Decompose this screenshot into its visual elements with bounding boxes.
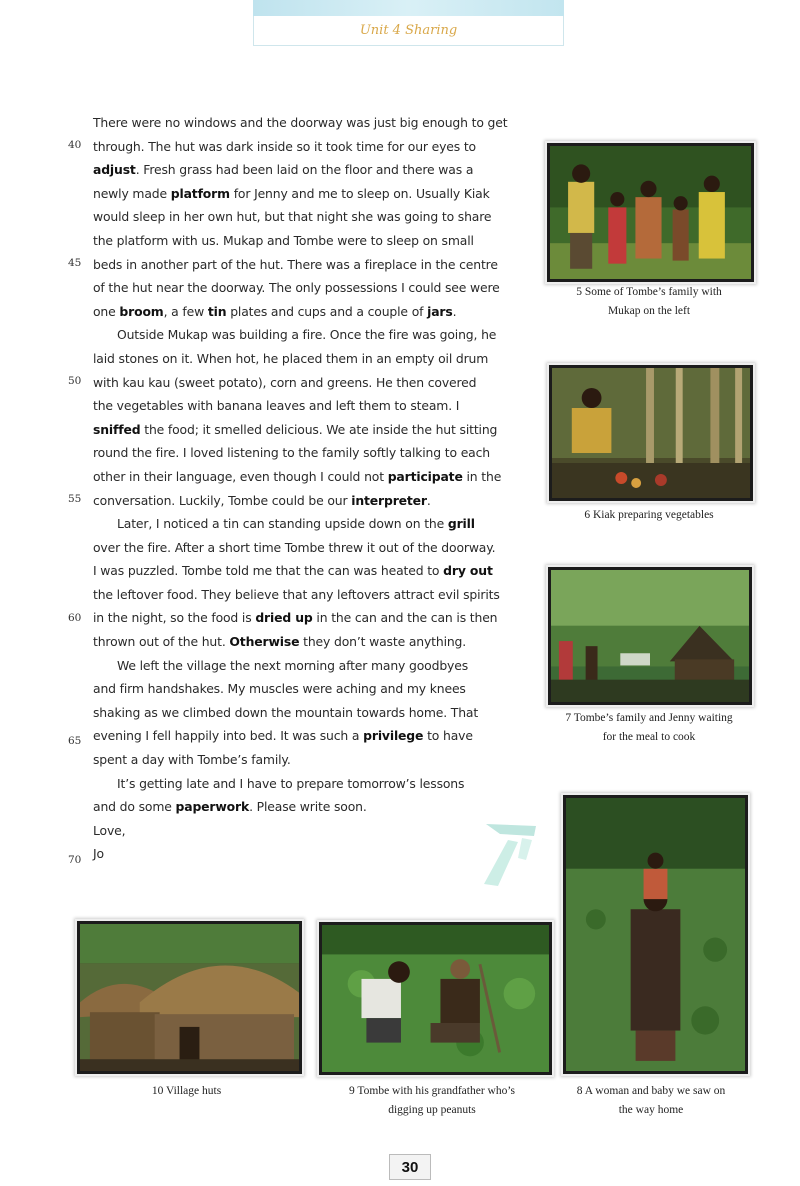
text-run: in the <box>462 468 502 484</box>
text-line <box>93 135 531 159</box>
text-run: with kau kau (sweet potato), corn and greens. He then covered <box>93 374 477 390</box>
text-line <box>93 630 531 654</box>
text-run: evening I fell happily into bed. It was such a <box>93 728 364 744</box>
text-line <box>93 323 531 347</box>
vocabulary-word: dried up <box>255 610 313 626</box>
caption-line: 10 Village huts <box>151 1085 222 1097</box>
text-run: Jo <box>93 846 104 862</box>
text-line <box>93 394 531 418</box>
vocabulary-word: platform <box>170 185 230 201</box>
vocabulary-word: participate <box>387 468 463 484</box>
text-line <box>93 371 531 395</box>
text-run: the platform with us. Mukap and Tombe were to sleep on small <box>93 232 474 248</box>
text-run: Love, <box>93 822 126 838</box>
text-line <box>93 465 531 489</box>
text-run: would sleep in her own hut, but that night she was going to share <box>93 209 492 225</box>
line-number-50: 50 <box>68 375 82 387</box>
vocabulary-word: grill <box>447 516 475 532</box>
text-run: for Jenny and me to sleep on. Usually Kiak <box>229 185 490 201</box>
text-line <box>93 229 531 253</box>
text-run: , a few <box>163 303 208 319</box>
text-run: the food; it smelled delicious. We ate inside the hut sitting <box>140 421 498 437</box>
text-run: one <box>93 303 120 319</box>
page-number: 30 <box>389 1154 431 1180</box>
text-run: spent a day with Tombe’s family. <box>93 752 291 768</box>
text-run: and do some <box>93 799 176 815</box>
text-run: in the can and the can is then <box>312 610 498 626</box>
photo-village-huts <box>77 921 302 1074</box>
text-run: other in their language, even though I could not <box>93 468 388 484</box>
text-line <box>93 536 531 560</box>
line-number-55: 55 <box>68 493 82 505</box>
text-line <box>93 795 531 819</box>
text-run: Later, I noticed a tin can standing upside down on the <box>117 516 448 532</box>
text-run: to have <box>423 728 473 744</box>
text-line <box>93 300 531 324</box>
text-line <box>93 182 531 206</box>
caption-10 <box>77 1082 296 1101</box>
text-line <box>93 819 531 843</box>
text-line <box>93 441 531 465</box>
text-run: It’s getting late and I have to prepare tomorrow’s lessons <box>117 775 465 791</box>
line-number-60: 60 <box>68 612 82 624</box>
text-run: shaking as we climbed down the mountain towards home. That <box>93 704 479 720</box>
text-run: . Fresh grass had been laid on the floor and there was a <box>135 162 474 178</box>
line-number-70: 70 <box>68 854 82 866</box>
caption-line: digging up peanuts <box>388 1104 476 1116</box>
unit-title: Unit 4 Sharing <box>253 16 564 46</box>
caption-6 <box>543 506 755 525</box>
caption-line: Mukap on the left <box>607 305 691 317</box>
caption-line: the way home <box>618 1104 684 1116</box>
text-run: the leftover food. They believe that any leftovers attract evil spirits <box>93 586 500 602</box>
text-line <box>93 512 531 536</box>
text-line <box>93 205 531 229</box>
text-run: they don’t waste anything. <box>299 634 467 650</box>
text-run: . <box>452 303 457 319</box>
text-line <box>93 606 531 630</box>
caption-line: 7 Tombe’s family and Jenny waiting <box>565 712 733 724</box>
line-number-45: 45 <box>68 257 82 269</box>
text-line <box>93 842 531 866</box>
photo-woman-and-baby <box>563 795 748 1074</box>
vocabulary-word: tin <box>207 303 227 319</box>
text-run: There were no windows and the doorway was just big enough to get <box>93 115 508 130</box>
decorative-brush-stroke <box>478 820 540 890</box>
caption-7 <box>543 709 755 747</box>
text-run: I was puzzled. Tombe told me that the can was heated to <box>93 563 444 579</box>
text-line <box>93 276 531 300</box>
text-run: Outside Mukap was building a fire. Once the fire was going, he <box>117 327 497 343</box>
text-line <box>93 654 531 678</box>
vocabulary-word: interpreter <box>351 492 427 508</box>
text-run: of the hut near the doorway. The only possessions I could see were <box>93 280 500 296</box>
caption-8 <box>553 1082 749 1120</box>
text-run: through. The hut was dark inside so it took time for our eyes to <box>93 138 476 154</box>
text-run: . <box>426 492 431 508</box>
caption-line: 6 Kiak preparing vegetables <box>584 509 714 521</box>
header-band <box>253 0 564 16</box>
vocabulary-word: dry out <box>443 563 493 579</box>
line-number-65: 65 <box>68 735 82 747</box>
line-number-40: 40 <box>68 139 82 151</box>
caption-line: 8 A woman and baby we saw on <box>576 1085 726 1097</box>
caption-9 <box>318 1082 546 1120</box>
caption-line: for the meal to cook <box>602 731 696 743</box>
text-run: laid stones on it. When hot, he placed them in an empty oil drum <box>93 350 489 366</box>
text-line <box>93 158 531 182</box>
text-run: the vegetables with banana leaves and left them to steam. I <box>93 398 460 414</box>
text-run: newly made <box>93 185 171 201</box>
vocabulary-word: jars <box>427 303 453 319</box>
vocabulary-word: paperwork <box>175 799 250 815</box>
photo-kiak-preparing-vegetables <box>549 365 753 501</box>
photo-tombe-family <box>547 143 754 282</box>
vocabulary-word: broom <box>119 303 164 319</box>
text-line <box>93 724 531 748</box>
text-run: . Please write soon. <box>249 799 367 815</box>
vocabulary-word: Otherwise <box>229 634 300 650</box>
text-line <box>93 559 531 583</box>
vocabulary-word: sniffed <box>93 421 141 437</box>
text-run: and firm handshakes. My muscles were aching and my knees <box>93 681 466 697</box>
text-line <box>93 677 531 701</box>
text-line <box>93 772 531 796</box>
text-run: conversation. Luckily, Tombe could be our <box>93 492 352 508</box>
vocabulary-word: privilege <box>363 728 424 744</box>
photo-tombe-grandfather <box>319 922 552 1075</box>
vocabulary-word: adjust <box>93 162 136 178</box>
text-run: plates and cups and a couple of <box>226 303 428 319</box>
text-line <box>93 583 531 607</box>
caption-5 <box>543 283 755 321</box>
caption-line: 5 Some of Tombe’s family with <box>576 286 722 298</box>
text-run: in the night, so the food is <box>93 610 256 626</box>
caption-line: 9 Tombe with his grandfather who’s <box>348 1085 516 1097</box>
text-line <box>93 748 531 772</box>
text-run: beds in another part of the hut. There was a fireplace in the centre <box>93 256 498 272</box>
text-run: over the fire. After a short time Tombe threw it out of the doorway. <box>93 539 496 555</box>
text-line <box>93 418 531 442</box>
text-line <box>93 701 531 725</box>
text-line <box>93 253 531 277</box>
text-line <box>93 347 531 371</box>
text-run: thrown out of the hut. <box>93 634 230 650</box>
text-run: We left the village the next morning after many goodbyes <box>117 657 468 673</box>
letter-body <box>93 111 531 866</box>
text-line <box>93 489 531 513</box>
text-line <box>93 111 531 135</box>
photo-family-waiting-meal <box>548 567 752 705</box>
text-run: round the fire. I loved listening to the family softly talking to each <box>93 445 490 461</box>
